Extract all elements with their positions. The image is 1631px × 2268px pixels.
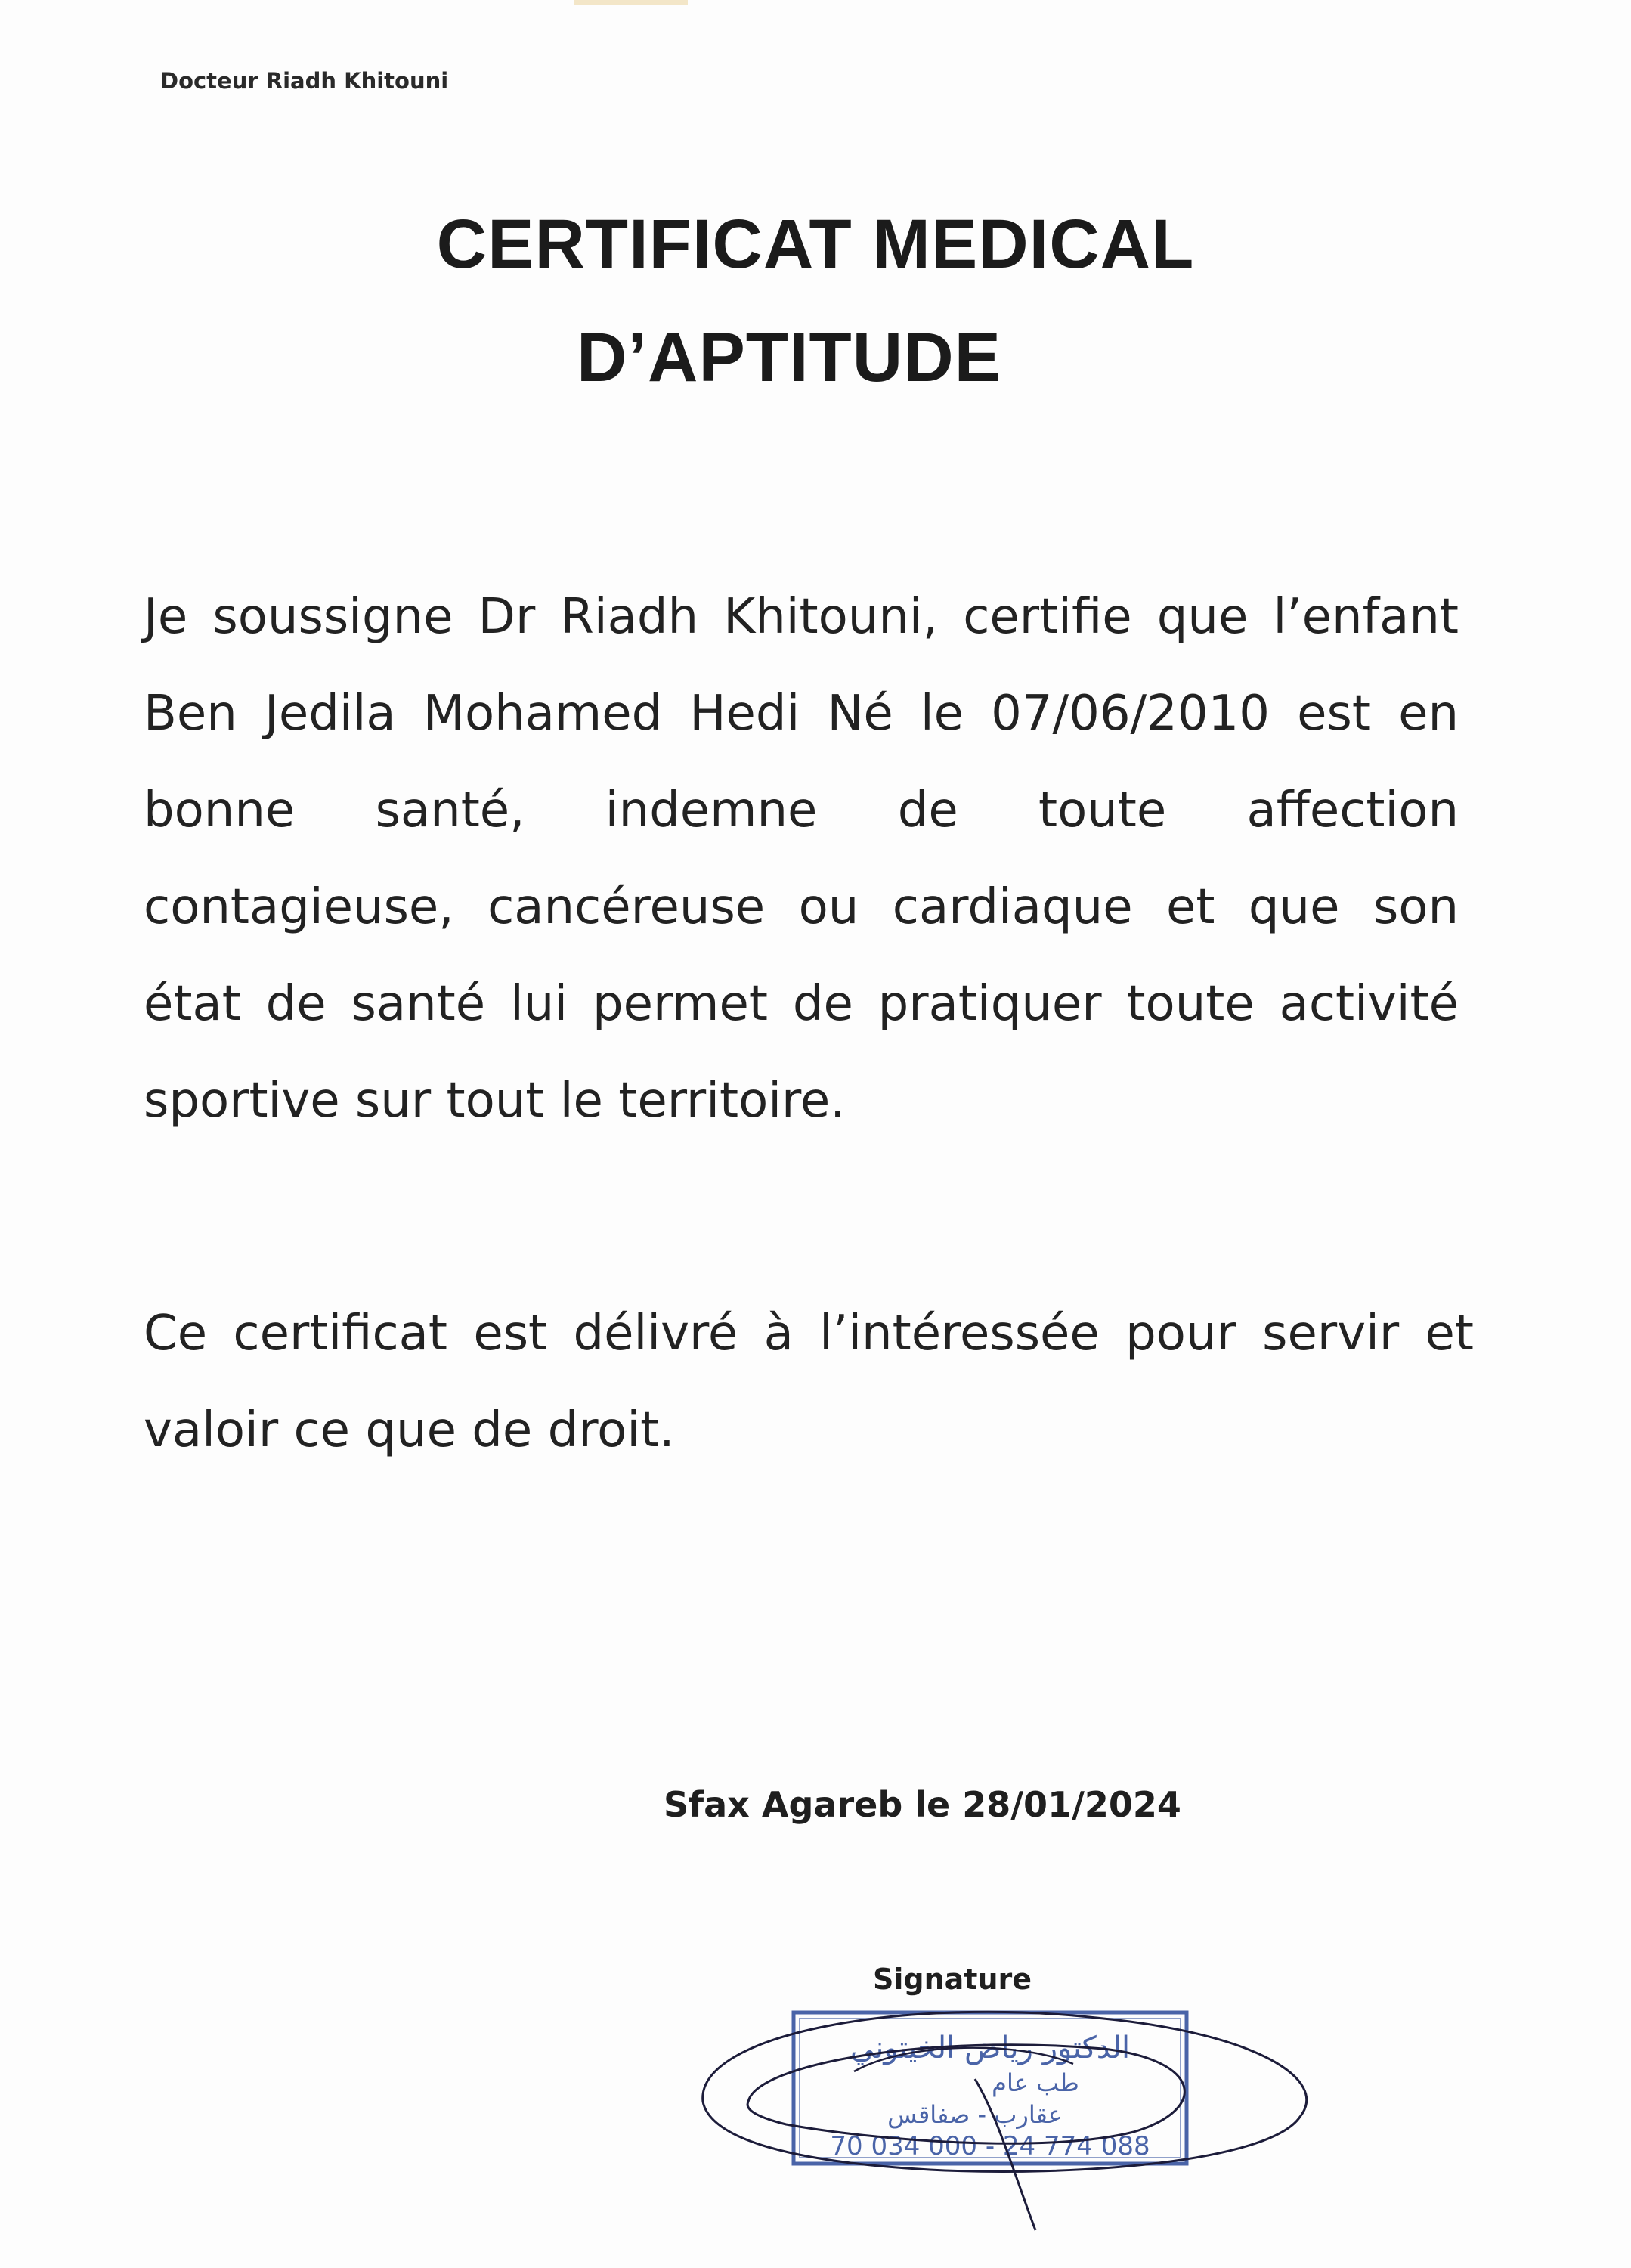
paper-stain <box>574 0 688 5</box>
place-and-date: Sfax Agareb le 28/01/2024 <box>664 1784 1181 1825</box>
stamp-line-1: الدكتور رياض الخيتوني <box>850 2031 1131 2065</box>
signature-label: Signature <box>873 1963 1032 1996</box>
title-line-2: D’APTITUDE <box>577 319 1001 396</box>
doctor-header-name: Docteur Riadh Khitouni <box>160 68 449 94</box>
stamp-line-2: طب عام <box>992 2068 1079 2097</box>
stamp-svg <box>680 1988 1330 2238</box>
certificate-title <box>0 187 1631 414</box>
doctor-stamp-and-signature <box>680 1988 1330 2238</box>
title-line-1: CERTIFICAT MEDICAL <box>436 206 1195 283</box>
stamp-line-4: 70 034 000 - 24 774 088 <box>830 2131 1150 2161</box>
certificate-body-paragraph-2: Ce certificat est délivré à l’intéressée pour servir et valoir ce que de droit. <box>144 1306 1474 1458</box>
stamp-line-3: عقارب - صفاقس <box>887 2100 1063 2129</box>
certificate-body-paragraph-1: Je soussigne Dr Riadh Khitouni, certifie que l’enfant Ben Jedila Mohamed Hedi Né le 07/06/2010 est en bonne santé, indemne de toute affection contagieuse, cancéreuse ou cardiaque et que son état de santé lui permet de pratiquer toute activité sportive sur tout le territoire. <box>144 589 1459 1129</box>
